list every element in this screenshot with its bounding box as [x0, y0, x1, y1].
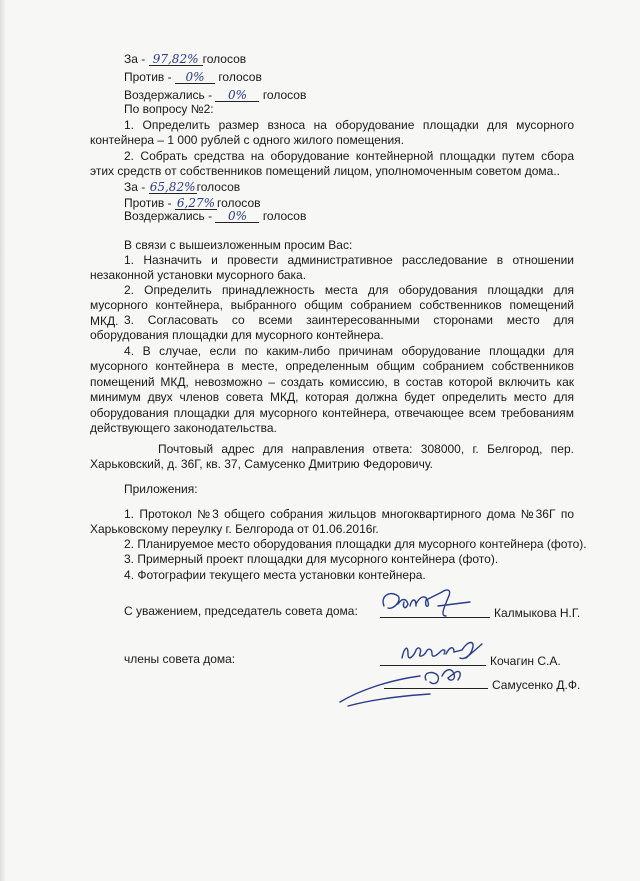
- vote1-protiv-label: Против -: [124, 70, 172, 84]
- q2-za-line: [124, 180, 240, 195]
- chair-name: Калмыкова Н.Г.: [494, 606, 581, 620]
- q2-protiv-value: 6,27%: [176, 196, 216, 210]
- question2-item2: 2. Собрать средства на оборудование контейнерной площадки путем сбора этих средств от собственников помещений лицом, уполномоченным советом дома..: [90, 149, 574, 179]
- q2-za-value-field: [149, 181, 197, 194]
- q2-vozd-value: 0%: [227, 209, 247, 223]
- postal-address: Почтовый адрес для направления ответа: 308000, г. Белгород, пер. Харьковский, д. 36Г, кв. 37, Самусенко Дмитрию Федоровичу.: [90, 442, 574, 472]
- request-item-2: 2. Определить принадлежность места для оборудования площадки для мусорного контейнера, выбранного общим собранием собственников помещений МКД.: [90, 283, 574, 328]
- vote1-za-value: 97,82%: [152, 52, 199, 66]
- chair-signature: [376, 586, 486, 620]
- q2-vozd-label: Воздержались -: [124, 209, 213, 223]
- q2-vozd-value-field: [215, 210, 259, 223]
- request-item-3: 3. Согласовать со всеми заинтересованными сторонами место для оборудования площадки для мусорного контейнера.: [90, 313, 574, 343]
- vote1-za-golosov: голосов: [202, 52, 247, 66]
- page-edge-shadow: [0, 0, 6, 881]
- attachment-item-1: 1. Протокол №3 общего собрания жильцов многоквартирного дома №36Г по Харьковскому переулку г. Белгорода от 01.06.2016г.: [90, 507, 574, 537]
- vote1-protiv-value: 0%: [185, 70, 205, 84]
- vote1-protiv-golosov: голосов: [218, 70, 262, 84]
- vote1-vozd-value-field: [215, 89, 259, 102]
- question2-item1: 1. Определить размер взноса на оборудование площадки для мусорного контейнера – 1 000 рублей с одного жилого помещения.: [90, 118, 574, 148]
- attachment-item-4: 4. Фотографии текущего места установки контейнера.: [124, 568, 426, 582]
- vote1-za-value-field: [149, 53, 203, 66]
- vote1-za-line: [124, 52, 246, 67]
- members-label: члены совета дома:: [124, 652, 236, 666]
- vote1-protiv-line: [124, 70, 262, 85]
- request-item-4: 4. В случае, если по каким-либо причинам оборудование площадки для мусорного контейнера в месте, определенным общим собранием собственников помещений МКД, невозможно – создать комиссию, в состав которой включить как минимум двух членов совета МКД, которая должна будет определить место для оборудования площадки для мусорного контейнера, отвечающее всем требованиям действующего законодательства.: [90, 344, 574, 436]
- vote1-vozd-golosov: голосов: [262, 88, 307, 102]
- question2-heading: По вопросу №2:: [124, 102, 214, 116]
- q2-vozd-golosov: голосов: [262, 209, 307, 223]
- q2-protiv-label: Против -: [124, 196, 172, 210]
- attachments-heading: Приложения:: [124, 482, 198, 496]
- attachment-item-2: 2. Планируемое место оборудования площадки для мусорного контейнера (фото).: [124, 537, 587, 551]
- q2-za-value: 65,82%: [149, 180, 196, 194]
- member1-name: Кочагин С.А.: [490, 654, 561, 668]
- member2-signature: [330, 660, 480, 710]
- vote1-vozd-label: Воздержались -: [124, 88, 213, 102]
- vote1-vozd-line: [124, 88, 306, 103]
- q2-protiv-golosov: голосов: [216, 196, 261, 210]
- attachment-item-3: 3. Примерный проект площадки для мусорного контейнера (фото).: [124, 552, 499, 566]
- request-intro: В связи с вышеизложенным просим Вас:: [124, 238, 353, 252]
- vote1-za-label: За -: [124, 52, 146, 66]
- chair-label: С уважением, председатель совета дома:: [124, 604, 358, 618]
- vote1-protiv-value-field: [175, 71, 215, 84]
- q2-za-label: За -: [124, 180, 146, 194]
- q2-za-golosov: голосов: [196, 180, 241, 194]
- vote1-vozd-value: 0%: [227, 88, 247, 102]
- member2-name: Самусенко Д.Ф.: [492, 678, 581, 692]
- request-item-1: 1. Назначить и провести административное расследование в отношении незаконной установки мусорного бака.: [90, 253, 574, 283]
- q2-vozd-line: [124, 209, 306, 224]
